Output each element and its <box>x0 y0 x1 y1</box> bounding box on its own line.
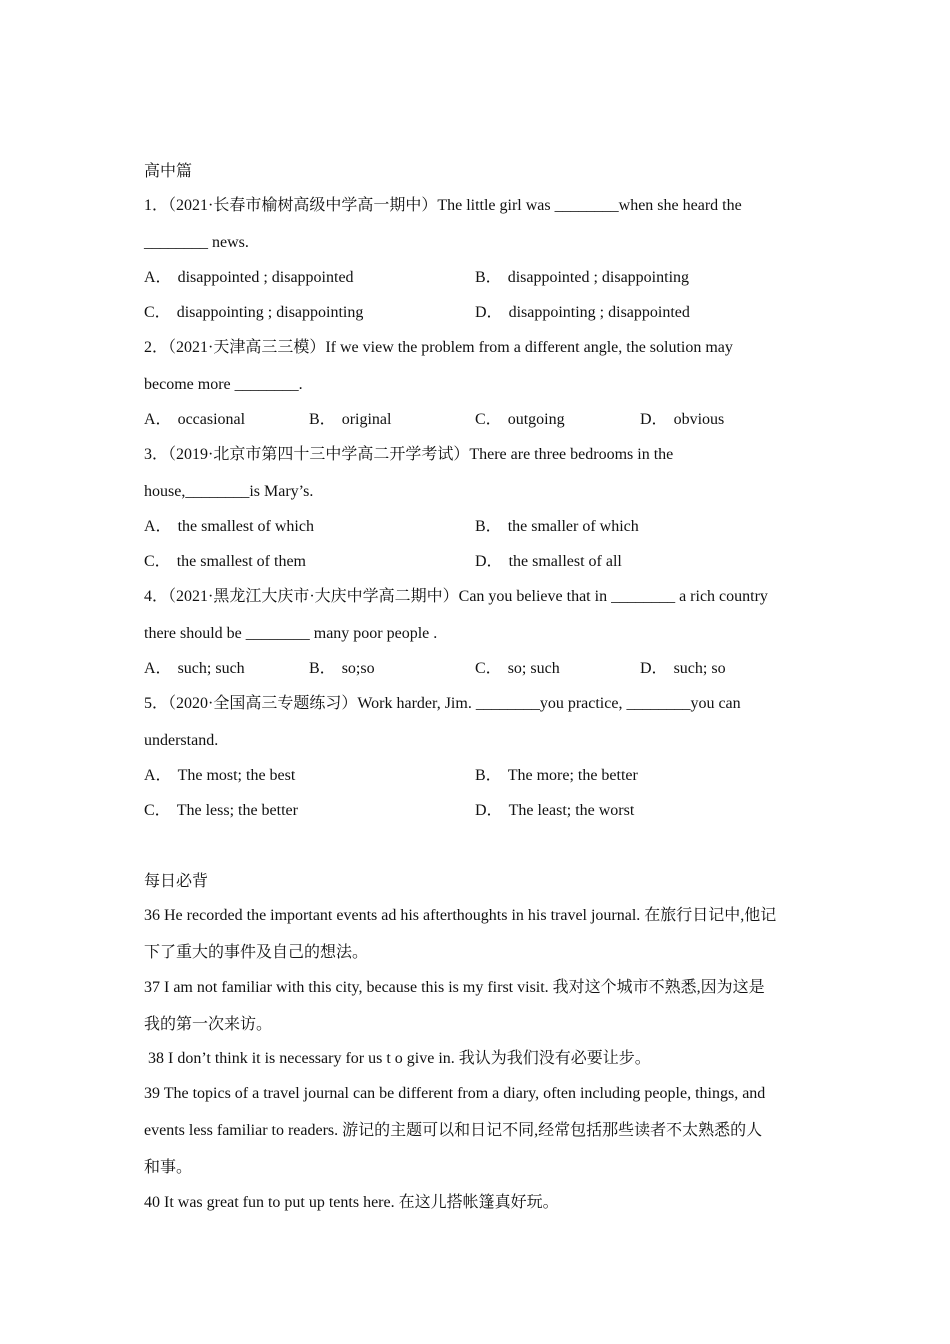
option-letter: C． <box>475 411 502 428</box>
option-letter: C． <box>144 304 171 321</box>
question-stem: 1．（2021·长春市榆树高级中学高一期中）The little girl was ________when she heard the <box>144 197 742 214</box>
option-letter: B． <box>475 269 502 286</box>
option-text: original <box>341 411 392 428</box>
option-letter: D． <box>475 304 503 321</box>
option-a[interactable] <box>144 268 354 288</box>
option-text: The most; the best <box>177 767 296 784</box>
question-stem-continued: ________ news. <box>144 234 249 251</box>
question-stem: 5．（2020·全国高三专题练习）Work harder, Jim. ________you practice, ________you can <box>144 695 741 712</box>
option-letter: B． <box>475 518 502 535</box>
option-d[interactable] <box>475 801 634 821</box>
daily-line: 36 He recorded the important events ad his afterthoughts in his travel journal. 在旅行日记中,他记 <box>144 907 777 924</box>
option-letter: B． <box>475 767 502 784</box>
option-text: disappointed ; disappointed <box>177 269 354 286</box>
option-text: disappointing ; disappointing <box>176 304 364 321</box>
question-stem-continued: become more ________. <box>144 376 303 393</box>
option-c[interactable] <box>144 801 298 821</box>
question-stem-continued: there should be ________ many poor people . <box>144 625 438 642</box>
option-letter: A． <box>144 767 172 784</box>
question-stem: 4．（2021·黑龙江大庆市·大庆中学高二期中）Can you believe that in ________ a rich country <box>144 588 768 605</box>
option-text: outgoing <box>507 411 565 428</box>
option-b[interactable] <box>475 517 639 537</box>
daily-line: 39 The topics of a travel journal can be different from a diary, often including people, things, and <box>144 1085 766 1102</box>
daily-line: 38 I don’t think it is necessary for us t o give in. 我认为我们没有必要让步。 <box>144 1050 651 1067</box>
question-stem: 3．（2019·北京市第四十三中学高二开学考试）There are three bedrooms in the <box>144 446 674 463</box>
option-text: disappointed ; disappointing <box>507 269 690 286</box>
option-letter: A． <box>144 411 172 428</box>
daily-title: 每日必背 <box>144 873 209 890</box>
option-text: disappointing ; disappointed <box>508 304 690 321</box>
option-text: such; such <box>177 660 245 677</box>
option-text: the smallest of which <box>177 518 314 535</box>
option-letter: C． <box>144 802 171 819</box>
option-letter: D． <box>475 553 503 570</box>
option-text: The less; the better <box>176 802 298 819</box>
daily-line: 40 It was great fun to put up tents here. 在这儿搭帐篷真好玩。 <box>144 1194 559 1211</box>
option-letter: C． <box>144 553 171 570</box>
daily-line: 和事。 <box>144 1159 193 1176</box>
option-letter: B． <box>309 660 336 677</box>
question-stem-continued: house,________is Mary’s. <box>144 483 314 500</box>
question-stem: 2．（2021·天津高三三模）If we view the problem from a different angle, the solution may <box>144 339 733 356</box>
option-text: so;so <box>341 660 375 677</box>
option-text: so; such <box>507 660 560 677</box>
option-c[interactable] <box>144 303 363 323</box>
daily-line: 我的第一次来访。 <box>144 1016 273 1033</box>
option-letter: D． <box>475 802 503 819</box>
option-b[interactable] <box>475 766 638 786</box>
option-d[interactable] <box>475 303 690 323</box>
option-letter: D． <box>640 411 668 428</box>
option-text: the smallest of them <box>176 553 306 570</box>
option-a[interactable] <box>144 410 245 430</box>
option-c[interactable] <box>475 659 560 679</box>
option-d[interactable] <box>640 410 724 430</box>
option-b[interactable] <box>309 410 391 430</box>
option-a[interactable] <box>144 659 245 679</box>
option-text: the smallest of all <box>508 553 622 570</box>
option-letter: A． <box>144 269 172 286</box>
daily-line: 37 I am not familiar with this city, because this is my first visit. 我对这个城市不熟悉,因为这是 <box>144 979 765 996</box>
option-c[interactable] <box>144 552 306 572</box>
option-text: The least; the worst <box>508 802 635 819</box>
section-title: 高中篇 <box>144 163 193 180</box>
option-d[interactable] <box>640 659 726 679</box>
option-text: such; so <box>673 660 726 677</box>
option-b[interactable] <box>309 659 375 679</box>
option-letter: A． <box>144 518 172 535</box>
daily-line: 下了重大的事件及自己的想法。 <box>144 944 369 961</box>
option-d[interactable] <box>475 552 622 572</box>
option-c[interactable] <box>475 410 565 430</box>
option-text: obvious <box>673 411 725 428</box>
option-a[interactable] <box>144 517 314 537</box>
question-stem-continued: understand. <box>144 732 219 749</box>
option-a[interactable] <box>144 766 295 786</box>
option-text: occasional <box>177 411 246 428</box>
option-letter: C． <box>475 660 502 677</box>
option-text: the smaller of which <box>507 518 639 535</box>
option-letter: B． <box>309 411 336 428</box>
daily-line: events less familiar to readers. 游记的主题可以和日记不同,经常包括那些读者不太熟悉的人 <box>144 1122 763 1139</box>
option-text: The more; the better <box>507 767 638 784</box>
option-letter: A． <box>144 660 172 677</box>
option-letter: D． <box>640 660 668 677</box>
option-b[interactable] <box>475 268 689 288</box>
